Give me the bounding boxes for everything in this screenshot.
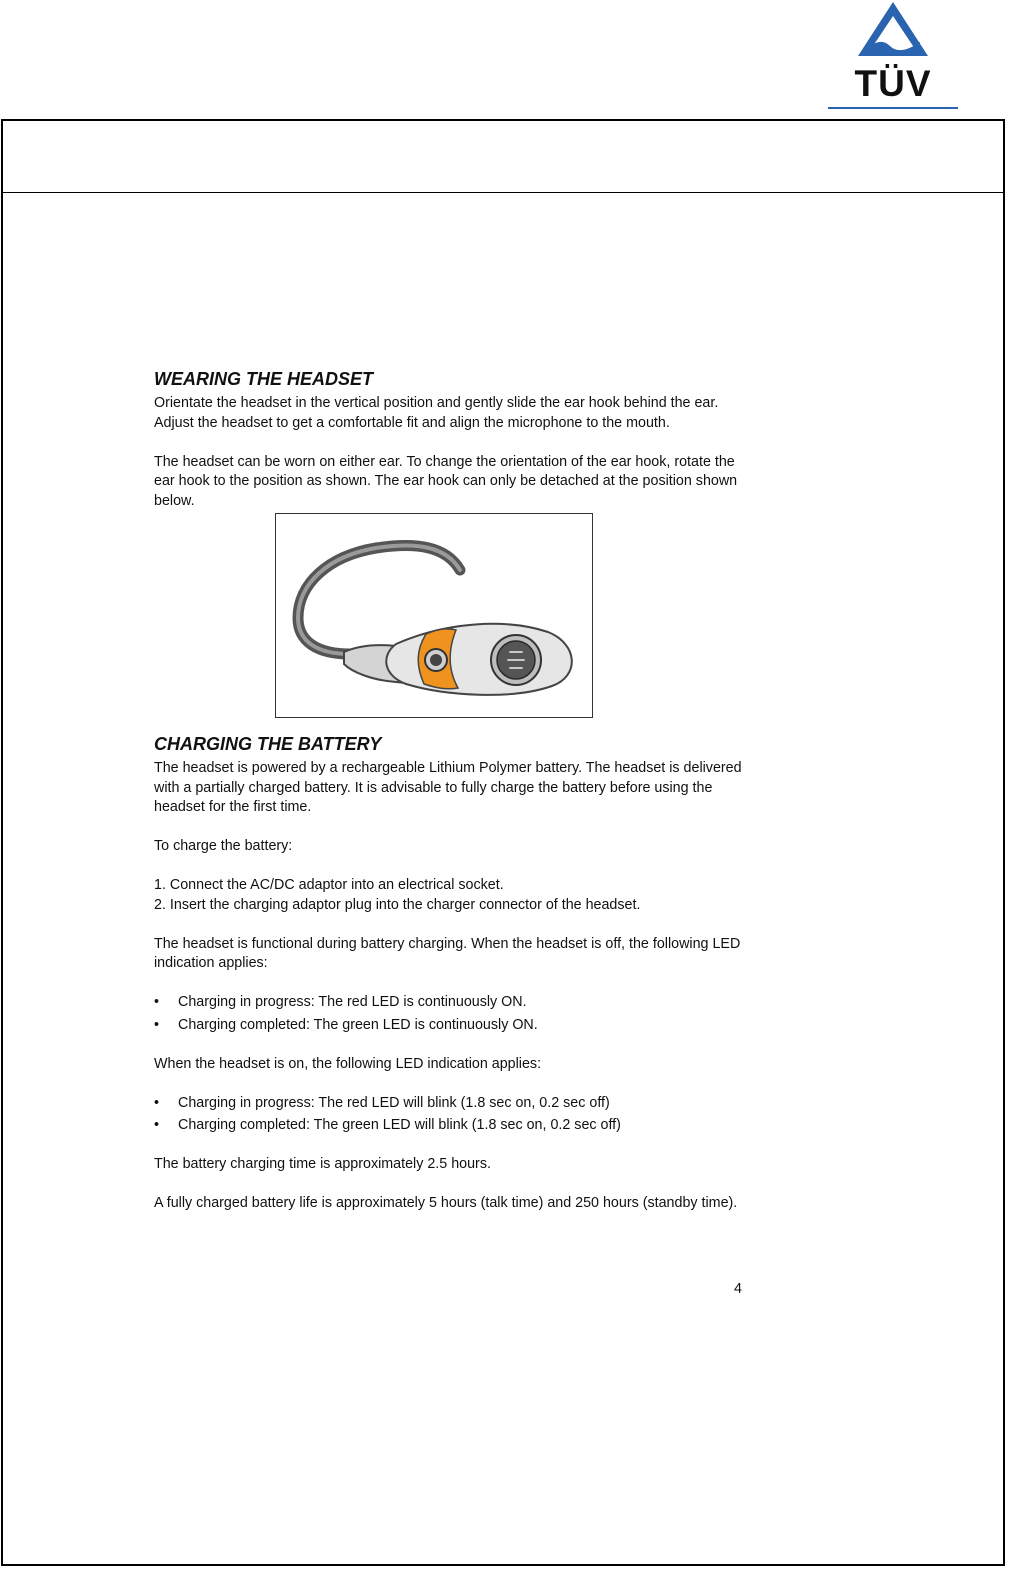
list-item: • Charging in progress: The red LED will blink (1.8 sec on, 0.2 sec off): [154, 1094, 754, 1114]
section-title-wearing: WEARING THE HEADSET: [154, 369, 374, 389]
list-item: • Charging in progress: The red LED is continuously ON.: [154, 993, 754, 1013]
led-off-list: [154, 993, 754, 1035]
main-content: [154, 367, 754, 1233]
headset-figure: [275, 513, 593, 718]
charging-paragraph-1: The headset is powered by a rechargeable Lithium Polymer battery. The headset is delivered with a partially charged battery. It is advisable to fully charge the battery before using the headset for the first time.: [154, 760, 742, 815]
list-item: • Charging completed: The green LED is continuously ON.: [154, 1016, 754, 1036]
charging-step-1: 1. Connect the AC/DC adaptor into an electrical socket.: [154, 877, 504, 893]
charging-paragraph-6: A fully charged battery life is approximately 5 hours (talk time) and 250 hours (standby time).: [154, 1195, 738, 1211]
charging-steps: [154, 876, 754, 915]
logo-text: TÜV: [854, 63, 932, 104]
header-divider: [3, 192, 1003, 193]
list-item: • Charging completed: The green LED will blink (1.8 sec on, 0.2 sec off): [154, 1116, 754, 1136]
bullet-icon: •: [154, 1117, 160, 1133]
bullet-icon: •: [154, 1094, 160, 1111]
charging-paragraph-4: When the headset is on, the following LED indication applies:: [154, 1055, 542, 1072]
headset-illustration: [276, 514, 592, 717]
charging-step-2: 2. Insert the charging adaptor plug into the charger connector of the headset.: [154, 896, 641, 913]
bullet-icon: •: [154, 994, 160, 1010]
charging-paragraph-5: The battery charging time is approximately 2.5 hours.: [154, 1156, 491, 1172]
section-title-charging: CHARGING THE BATTERY: [154, 734, 382, 754]
tuv-triangle-icon: [828, 0, 958, 64]
tuv-logo: [828, 0, 958, 112]
charging-paragraph-2: To charge the battery:: [154, 838, 293, 854]
wearing-paragraph-2: The headset can be worn on either ear. To change the orientation of the ear hook, rotate the ear hook to the position as shown. The ear hook can only be detached at the position shown below.: [154, 453, 738, 509]
charging-paragraph-3: The headset is functional during battery charging. When the headset is off, the following LED indication applies:: [154, 935, 741, 971]
led-on-list: [154, 1094, 754, 1136]
logo-underline: [828, 107, 958, 109]
page-number: 4: [734, 1281, 742, 1297]
bullet-icon: •: [154, 1016, 160, 1033]
wearing-paragraph-1: Orientate the headset in the vertical position and gently slide the ear hook behind the ear. Adjust the headset to get a comfortable fit and align the microphone to the mouth.: [154, 395, 719, 431]
